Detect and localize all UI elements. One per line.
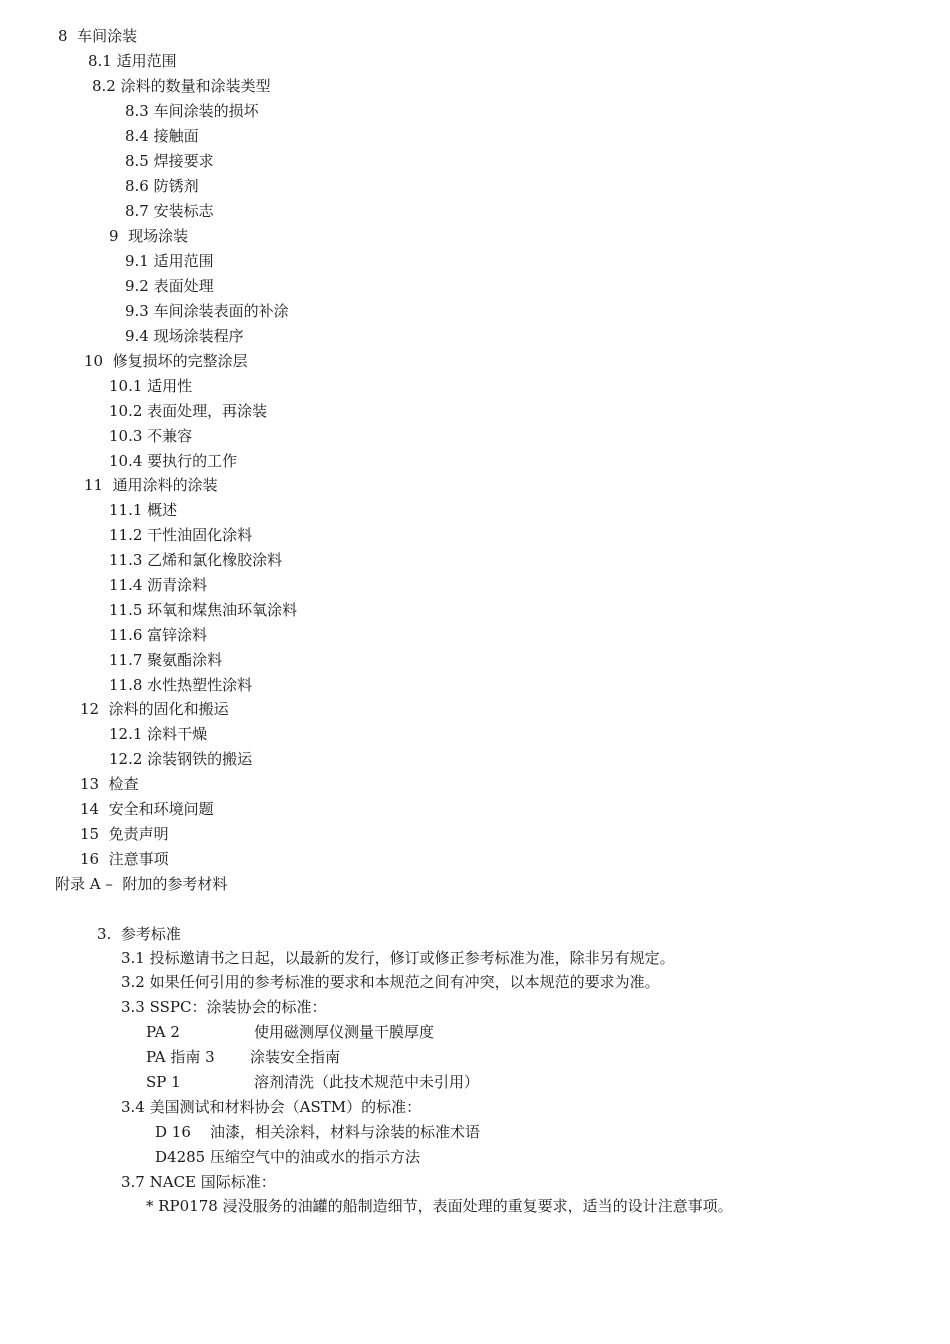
toc-appendix-a: 附录 A – 附加的参考材料 — [55, 875, 228, 893]
ref-3-4: 3.4 美国测试和材料协会（ASTM）的标准： — [121, 1098, 422, 1116]
toc-section-15: 15 免责声明 — [80, 825, 169, 843]
ref-3-1: 3.1 投标邀请书之日起，以最新的发行，修订或修正参考标准为准，除非另有规定。 — [121, 949, 675, 967]
toc-section-11: 11 通用涂料的涂装 — [84, 476, 218, 494]
toc-item-9-4: 9.4 现场涂装程序 — [125, 327, 244, 345]
ref-3-3: 3.3 SSPC：涂装协会的标准： — [121, 998, 327, 1016]
toc-section-16: 16 注意事项 — [80, 850, 169, 868]
sspc-code: PA 指南 3 — [146, 1048, 215, 1066]
toc-item-8-1: 8.1 适用范围 — [88, 52, 177, 70]
toc-section-9: 9 现场涂装 — [109, 227, 189, 245]
toc-item-11-3: 11.3 乙烯和氯化橡胶涂料 — [109, 551, 283, 569]
toc-section-14: 14 安全和环境问题 — [80, 800, 214, 818]
astm-d4285: D4285 压缩空气中的油或水的指示方法 — [155, 1148, 420, 1166]
toc-item-8-6: 8.6 防锈剂 — [125, 177, 199, 195]
sspc-desc: 溶剂清洗（此技术规范中未引用） — [254, 1073, 480, 1091]
toc-item-11-6: 11.6 富锌涂料 — [109, 626, 208, 644]
toc-item-9-2: 9.2 表面处理 — [125, 277, 214, 295]
toc-item-11-4: 11.4 沥青涂料 — [109, 576, 208, 594]
toc-item-11-2: 11.2 干性油固化涂料 — [109, 526, 253, 544]
ref-3-2: 3.2 如果任何引用的参考标准的要求和本规范之间有冲突，以本规范的要求为准。 — [121, 973, 660, 991]
toc-item-11-7: 11.7 聚氨酯涂料 — [109, 651, 223, 669]
toc-item-8-2: 8.2 涂料的数量和涂装类型 — [92, 77, 271, 95]
toc-item-9-3: 9.3 车间涂装表面的补涂 — [125, 302, 289, 320]
sspc-code: SP 1 — [146, 1073, 181, 1091]
toc-section-10: 10 修复损坏的完整涂层 — [84, 352, 248, 370]
toc-item-11-5: 11.5 环氧和煤焦油环氧涂料 — [109, 601, 298, 619]
toc-item-12-2: 12.2 涂装钢铁的搬运 — [109, 750, 253, 768]
toc-item-10-4: 10.4 要执行的工作 — [109, 452, 238, 470]
toc-item-11-8: 11.8 水性热塑性涂料 — [109, 676, 253, 694]
toc-section-13: 13 检查 — [80, 775, 139, 793]
toc-item-8-3: 8.3 车间涂装的损坏 — [125, 102, 259, 120]
toc-section-12: 12 涂料的固化和搬运 — [80, 700, 229, 718]
toc-item-12-1: 12.1 涂料干燥 — [109, 725, 208, 743]
ref-3-7: 3.7 NACE 国际标准： — [121, 1173, 276, 1191]
toc-item-10-3: 10.3 不兼容 — [109, 427, 193, 445]
toc-item-8-4: 8.4 接触面 — [125, 127, 199, 145]
toc-item-11-1: 11.1 概述 — [109, 501, 178, 519]
toc-item-10-1: 10.1 适用性 — [109, 377, 193, 395]
toc-item-10-2: 10.2 表面处理，再涂装 — [109, 402, 268, 420]
sspc-desc: 使用磁测厚仪测量干膜厚度 — [254, 1023, 435, 1041]
toc-item-9-1: 9.1 适用范围 — [125, 252, 214, 270]
refs-heading: 3. 参考标准 — [97, 925, 181, 943]
astm-d16: D 16 油漆，相关涂料，材料与涂装的标准术语 — [155, 1123, 480, 1141]
sspc-code: PA 2 — [146, 1023, 180, 1041]
toc-item-8-7: 8.7 安装标志 — [125, 202, 214, 220]
sspc-desc: 涂装安全指南 — [250, 1048, 341, 1066]
toc-item-8-5: 8.5 焊接要求 — [125, 152, 214, 170]
nace-rp0178: * RP0178 浸没服务的油罐的船制造细节，表面处理的重复要求，适当的设计注意事项。 — [146, 1197, 733, 1215]
toc-section-8: 8 车间涂装 — [58, 27, 138, 45]
